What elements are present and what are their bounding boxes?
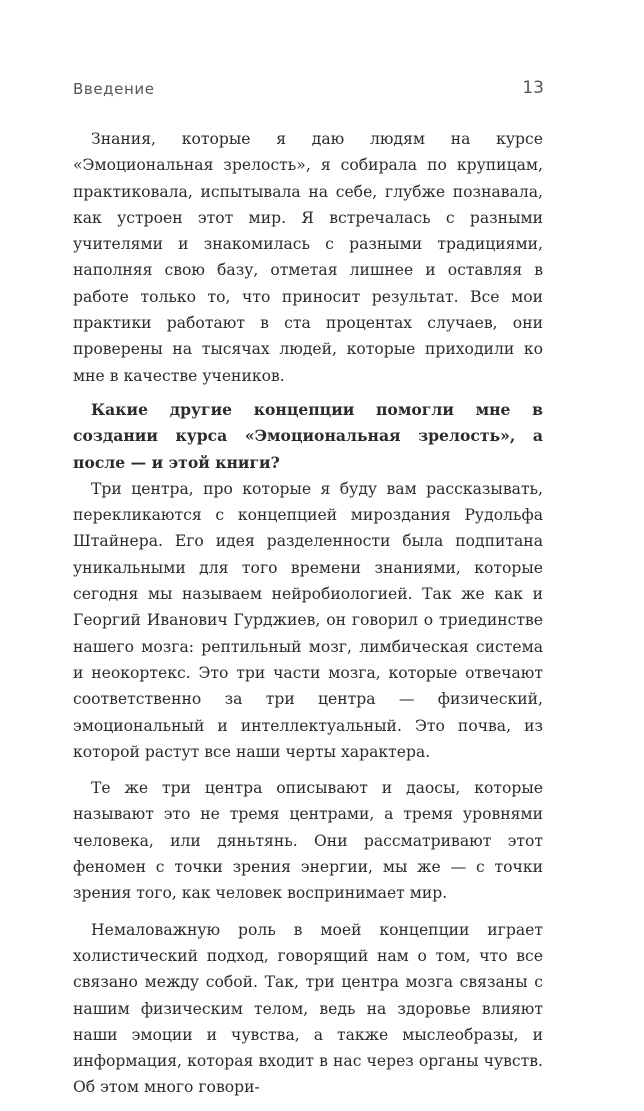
section-title: Введение <box>73 80 155 98</box>
page-number: 13 <box>522 78 544 98</box>
section-heading: Какие другие концепции помогли мне в создании курса «Эмоциональная зрелость», а после — и этой книги? <box>73 399 543 472</box>
paragraph-knowledge: Знания, которые я даю людям на курсе «Эмоциональная зрелость», я собирала по крупицам, практиковала, испытывала на себе, глубже познавала, как устроен этот мир. Я встречалась с разными учителями и знакомилась с разными традициями, наполняя свою базу, отметая лишнее и оставляя в работе только то, что приносит результат. Все мои практики работают в ста процентах случаев, они проверены на тысячах людей, которые приходили ко мне в качестве учеников. <box>73 130 543 385</box>
paragraph-holistic: Немаловажную роль в моей концепции играет холистический подход, говорящий нам о том, что все связано между собой. Так, три центра мозга связаны с нашим физическим телом, ведь на здоровье влияют наши эмоции и чувства, а также мыслеобразы, и информация, которая входит в нас через органы чувств. Об этом много говори- <box>73 920 543 1097</box>
running-header <box>73 78 544 102</box>
paragraph-three-centers: Три центра, про которые я буду вам рассказывать, перекликаются с концепцией мироздания Рудольфа Штайнера. Его идея разделенности была подпитана уникальными для того времени знаниями, которые сегодня мы называем нейробиологией. Так же как и Георгий Иванович Гурджиев, он говорил о триединстве нашего мозга: рептильный мозг, лимбическая система и неокортекс. Это три части мозга, которые отвечают соответственно за три центра — физический, эмоциональный и интеллектуальный. Это почва, из которой растут все наши черты характера. <box>73 479 543 761</box>
page-body <box>73 126 543 1111</box>
paragraph-taoists: Те же три центра описывают и даосы, которые называют это не тремя центрами, а тремя уровнями человека, или дяньтянь. Они рассматривают этот феномен с точки зрения энергии, мы же — с точки зрения того, как человек воспринимает мир. <box>73 779 543 903</box>
